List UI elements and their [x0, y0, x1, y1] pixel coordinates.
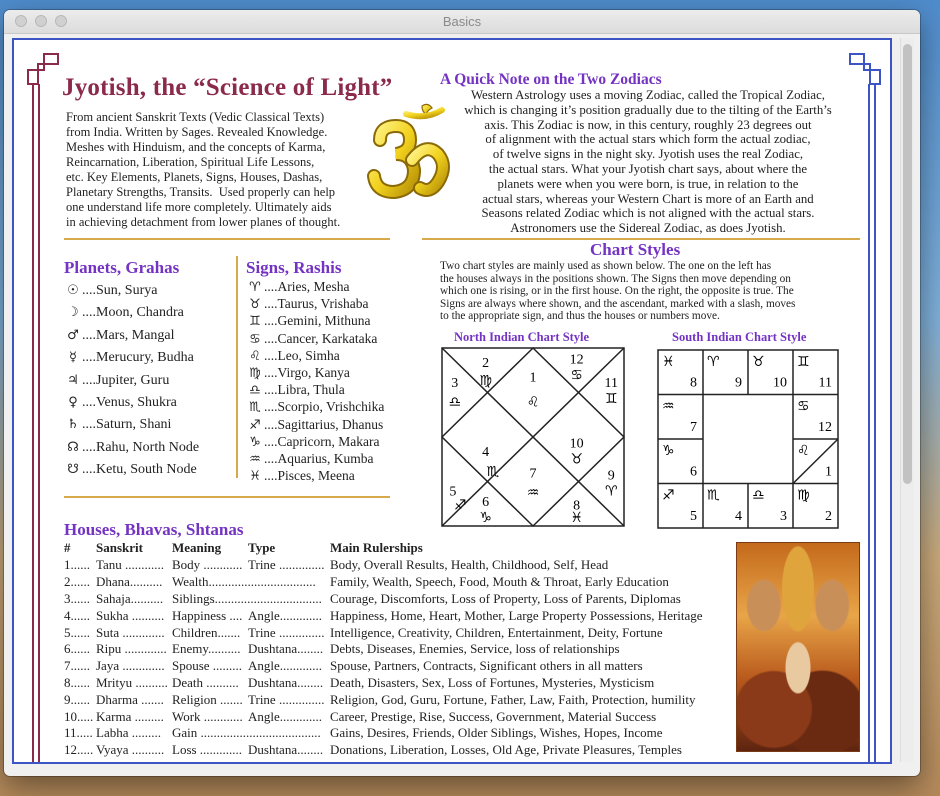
sign-item: [246, 312, 384, 329]
sign-glyph-icon: ♋: [797, 398, 810, 415]
houses-heading: Houses, Bhavas, Shtanas: [64, 520, 244, 539]
planet-item: [64, 347, 199, 369]
sign-label: ....Aquarius, Kumba: [264, 450, 374, 466]
table-row: [64, 691, 750, 708]
table-cell: Body, Overall Results, Health, Childhood, Self, Head: [330, 557, 609, 573]
table-cell: Intelligence, Creativity, Children, Entertainment, Deity, Fortune: [330, 624, 663, 640]
sign-label: ....Pisces, Meena: [264, 468, 355, 484]
intro-line: Planetary Strengths, Transits. Used properly can help: [66, 185, 336, 199]
planet-symbol-icon: ♃: [67, 372, 79, 388]
house-number: 10: [773, 375, 787, 391]
planet-item: [64, 437, 199, 459]
sign-label: ....Virgo, Kanya: [264, 364, 350, 380]
intro-line: Meshes with Hinduism, and the concepts of Karma,: [66, 140, 326, 154]
sign-glyph-icon: ♊: [604, 390, 618, 407]
table-cell: Debts, Diseases, Enemies, Service, loss of relationships: [330, 641, 620, 657]
sign-label: ....Aries, Mesha: [264, 279, 350, 294]
sign-symbol-icon: ♈: [249, 280, 261, 295]
table-cell: 11.....: [64, 725, 93, 741]
table-cell: Mrityu ..........: [96, 674, 168, 690]
sign-label: ....Gemini, Mithuna: [264, 313, 371, 329]
planet-item: [64, 325, 199, 347]
chart-styles-heading: Chart Styles: [590, 240, 681, 259]
intro-line: Reincarnation, Liberation, Spiritual Life Lessons,: [66, 155, 315, 169]
sign-glyph-icon: ♍: [479, 373, 492, 390]
house-number: 7: [529, 466, 537, 482]
sign-label: ....Sagittarius, Dhanus: [264, 416, 384, 432]
house-number: 11: [604, 375, 619, 391]
table-cell: 10.....: [64, 708, 94, 724]
sign-symbol-icon: ♋: [249, 331, 261, 347]
table-cell: Vyaya ..........: [96, 742, 165, 758]
sign-glyph-icon: ♍: [797, 487, 810, 504]
table-cell: Dushtana........: [248, 641, 324, 657]
signs-heading: Signs, Rashis: [246, 258, 342, 277]
planet-symbol-icon: ☋: [67, 462, 79, 478]
sign-symbol-icon: ♒: [249, 451, 261, 467]
house-number: 7: [690, 420, 697, 435]
north-chart-title: North Indian Chart Style: [454, 330, 590, 344]
house-number: 8: [690, 375, 697, 391]
divider: [64, 496, 390, 498]
table-cell: Sahaja..........: [96, 590, 164, 606]
intro-paragraph: [66, 110, 340, 230]
sign-item: [246, 364, 384, 381]
table-row: [64, 557, 750, 574]
table-cell: 5......: [64, 624, 90, 640]
sign-label: ....Capricorn, Makara: [264, 433, 380, 449]
sign-glyph-icon: ♌: [797, 443, 810, 459]
zodiacs-line: which is changing it’s position gradually due to the tilting of the Earth’s: [464, 102, 832, 117]
sign-label: ....Taurus, Vrishaba: [264, 296, 369, 312]
sign-glyph-icon: ♈: [707, 354, 720, 370]
table-cell: Trine ..............: [248, 691, 325, 707]
sign-glyph-icon: ♐: [453, 497, 467, 514]
table-cell: Sukha ..........: [96, 607, 165, 623]
sign-glyph-icon: ♋: [570, 367, 583, 384]
sign-item: [246, 467, 384, 484]
table-cell: Angle.............: [248, 708, 323, 724]
table-cell: 6......: [64, 641, 90, 657]
planets-list: [64, 280, 199, 482]
table-cell: Spouse .........: [172, 658, 243, 674]
sign-item: [246, 381, 384, 398]
table-cell: Dushtana........: [248, 742, 324, 758]
planet-symbol-icon: ♀: [68, 394, 78, 410]
sign-glyph-icon: ♌: [526, 394, 540, 411]
sign-item: [246, 295, 384, 312]
planet-label: ....Merucury, Budha: [82, 350, 194, 366]
sign-glyph-icon: ♊: [797, 354, 810, 370]
table-row: [64, 607, 750, 624]
table-cell: Ripu .............: [96, 641, 167, 657]
signs-list: [246, 278, 384, 484]
zodiacs-line: of twelve signs in the night sky. Jyotish uses the real Zodiac,: [492, 147, 804, 162]
divider: [64, 238, 390, 240]
planet-symbol-icon: ☉: [67, 283, 79, 298]
planet-label: ....Mars, Mangal: [82, 327, 175, 343]
south-chart-title: South Indian Chart Style: [672, 330, 807, 344]
table-cell: Trine ..............: [248, 557, 325, 573]
sign-glyph-icon: ♓: [570, 510, 583, 527]
house-number: 10: [569, 436, 584, 452]
houses-header-row: [64, 539, 750, 557]
zodiacs-line: Seasons related Zodiac which is not aligned with the actual stars.: [481, 206, 815, 221]
house-number: 1: [529, 370, 537, 386]
table-cell: Body ............: [172, 557, 243, 573]
house-number: 2: [825, 509, 832, 524]
house-number: 11: [818, 375, 832, 391]
page-title: Jyotish, the “Science of Light”: [62, 74, 393, 101]
table-row: [64, 675, 750, 692]
table-cell: Courage, Discomforts, Loss of Property, Loss of Parents, Diplomas: [330, 590, 681, 606]
chart-styles-line: to the appropriate sign, and thus the houses or numbers move.: [440, 310, 720, 323]
table-cell: Religion, God, Guru, Fortune, Father, Law, Faith, Protection, humility: [330, 691, 696, 707]
table-row: [64, 641, 750, 658]
sign-label: ....Leo, Simha: [264, 347, 340, 363]
sign-item: [246, 347, 384, 364]
sign-glyph-icon: ♎: [752, 487, 765, 504]
table-cell: Spouse, Partners, Contracts, Significant others in all matters: [330, 658, 643, 674]
house-number: 9: [735, 375, 742, 391]
deity-illustration: [736, 542, 860, 752]
sign-glyph-icon: ♐: [662, 487, 675, 504]
table-cell: Jaya .............: [96, 658, 165, 674]
house-number: 1: [825, 464, 832, 480]
houses-table: [64, 539, 750, 759]
divider: [64, 762, 860, 764]
sign-item: [246, 433, 384, 450]
table-cell: Karma .........: [96, 708, 164, 724]
chart-styles-line: the houses always in the positions shown. The Signs then move depending on: [440, 272, 791, 285]
house-number: 4: [482, 445, 490, 461]
sign-symbol-icon: ♉: [249, 297, 261, 313]
table-row: [64, 742, 750, 759]
house-number: 2: [482, 356, 490, 372]
table-cell: Loss .............: [172, 742, 243, 758]
table-row: [64, 624, 750, 641]
table-cell: Death ..........: [172, 674, 239, 690]
houses-column-header: #: [64, 540, 71, 555]
planet-item: [64, 392, 199, 414]
table-cell: 9......: [64, 691, 90, 707]
table-cell: Gains, Desires, Friends, Older Siblings, Wishes, Hopes, Income: [330, 725, 663, 741]
table-cell: 1......: [64, 557, 90, 573]
planet-symbol-icon: ♂: [67, 327, 79, 343]
planet-symbol-icon: ☿: [69, 350, 77, 366]
sign-glyph-icon: ♓: [662, 354, 675, 370]
chart-styles-line: which one is rising, or in the first house. On the right, the opposite is true. The: [440, 285, 794, 298]
table-cell: Tanu ............: [96, 557, 165, 573]
planet-item: [64, 302, 199, 324]
table-cell: Dharma .......: [96, 691, 164, 707]
table-cell: Gain .....................................: [172, 725, 321, 741]
house-number: 9: [607, 468, 615, 484]
planet-label: ....Ketu, South Node: [82, 462, 197, 478]
table-row: [64, 574, 750, 591]
table-cell: Angle.............: [248, 607, 323, 623]
zodiacs-line: actual stars, whereas your Western Chart is more of an Earth and: [482, 191, 814, 206]
planet-label: ....Venus, Shukra: [82, 394, 177, 410]
planet-symbol-icon: ☽: [67, 305, 79, 321]
table-cell: Trine ..............: [248, 624, 325, 640]
house-number: 8: [573, 498, 581, 514]
table-cell: Children.......: [172, 624, 241, 640]
sign-symbol-icon: ♑: [249, 434, 261, 450]
table-cell: Happiness ....: [172, 607, 243, 623]
sign-symbol-icon: ♎: [249, 383, 261, 399]
planet-symbol-icon: ♄: [67, 417, 79, 433]
window-title: Basics: [442, 14, 482, 29]
table-cell: Siblings.................................: [172, 590, 322, 606]
planet-item: [64, 280, 199, 302]
planet-label: ....Saturn, Shani: [82, 417, 172, 433]
table-cell: Happiness, Home, Heart, Mother, Large Property Possessions, Heritage: [330, 607, 703, 623]
table-cell: 7......: [64, 658, 90, 674]
zodiacs-line: the actual stars. What your Jyotish chart says, about where the: [488, 161, 808, 176]
table-cell: Career, Prestige, Rise, Success, Government, Material Success: [330, 708, 657, 724]
sign-symbol-icon: ♓: [249, 469, 261, 485]
sign-glyph-icon: ♑: [662, 443, 675, 459]
house-number: 6: [690, 464, 697, 480]
table-row: [64, 725, 750, 742]
houses-column-header: Main Rulerships: [330, 540, 423, 555]
intro-line: in achieving detachment from lower planes of thought.: [66, 215, 341, 229]
table-cell: Enemy..........: [172, 641, 241, 657]
sign-symbol-icon: ♐: [249, 417, 261, 433]
table-cell: Suta .............: [96, 624, 165, 640]
house-number: 5: [449, 484, 457, 500]
table-cell: 3......: [64, 590, 90, 606]
sign-symbol-icon: ♏: [249, 400, 261, 416]
table-cell: Dhana..........: [96, 574, 163, 590]
sign-symbol-icon: ♌: [249, 348, 261, 364]
intro-line: From ancient Sanskrit Texts (Vedic Classical Texts): [66, 110, 325, 124]
house-number: 12: [569, 352, 584, 368]
zodiacs-line: planets were when you were born, is true, in relation to the: [497, 176, 799, 191]
planet-label: ....Moon, Chandra: [82, 305, 184, 321]
planet-item: [64, 414, 199, 436]
houses-column-header: Meaning: [172, 540, 222, 555]
planet-label: ....Jupiter, Guru: [82, 372, 170, 388]
zodiacs-paragraph: [432, 88, 864, 236]
table-cell: Work ............: [172, 708, 243, 724]
house-number: 5: [690, 509, 697, 524]
table-cell: 12.....: [64, 742, 94, 758]
sign-symbol-icon: ♊: [249, 314, 261, 330]
sign-item: [246, 416, 384, 433]
houses-column-header: Sanskrit: [96, 540, 143, 555]
sign-item: [246, 278, 384, 295]
house-number: 3: [451, 375, 459, 391]
chart-styles-paragraph: [440, 260, 795, 323]
title-bar[interactable]: [4, 10, 920, 34]
table-row: [64, 591, 750, 608]
sign-glyph-icon: ♒: [662, 398, 675, 415]
sign-glyph-icon: ♉: [570, 451, 583, 468]
sign-glyph-icon: ♑: [479, 510, 492, 527]
table-cell: 2......: [64, 574, 90, 590]
sign-label: ....Cancer, Karkataka: [264, 330, 378, 346]
sign-label: ....Scorpio, Vrishchika: [264, 399, 385, 415]
houses-column-header: Type: [248, 540, 276, 555]
planet-label: ....Rahu, North Node: [82, 439, 200, 455]
house-number: 4: [735, 509, 742, 524]
sign-glyph-icon: ♈: [604, 483, 618, 500]
sign-item: [246, 330, 384, 347]
chart-styles-line: Two chart styles are mainly used as shown below. The one on the left has: [440, 260, 772, 272]
sign-glyph-icon: ♏: [707, 487, 720, 504]
table-row: [64, 658, 750, 675]
table-cell: Dushtana........: [248, 674, 324, 690]
sign-glyph-icon: ♏: [486, 463, 500, 480]
sign-label: ....Libra, Thula: [264, 382, 345, 398]
north-indian-chart: [440, 346, 626, 528]
sign-glyph-icon: ♉: [752, 354, 765, 370]
chart-styles-line: Signs are always where shown, and the ascendant, marked with a slash, moves: [440, 297, 796, 310]
sign-glyph-icon: ♎: [448, 394, 462, 411]
table-cell: Death, Disasters, Sex, Loss of Fortunes, Mysteries, Mysticism: [330, 674, 655, 690]
zodiacs-line: axis. This Zodiac is now, in this century, roughly 23 degrees out: [484, 117, 812, 132]
scrollbar-thumb[interactable]: [903, 44, 912, 484]
zodiacs-heading: A Quick Note on the Two Zodiacs: [440, 71, 662, 88]
sign-symbol-icon: ♍: [249, 365, 261, 381]
south-indian-chart: [656, 348, 840, 530]
sign-glyph-icon: ♒: [526, 485, 540, 502]
vertical-scrollbar[interactable]: [900, 38, 914, 762]
zodiacs-line: Astronomers use the Sidereal Zodiac, as does Jyotish.: [510, 221, 786, 236]
house-number: 3: [780, 509, 787, 524]
planet-item: [64, 370, 199, 392]
house-number: 12: [818, 420, 832, 435]
table-cell: Family, Wealth, Speech, Food, Mouth & Throat, Early Education: [330, 574, 669, 590]
planet-label: ....Sun, Surya: [82, 283, 158, 298]
document-page: [12, 38, 892, 764]
table-cell: 4......: [64, 607, 90, 623]
sign-item: [246, 450, 384, 467]
table-cell: Wealth.................................: [172, 574, 316, 590]
intro-line: one understand life more completely. Ultimately aids: [66, 200, 332, 214]
intro-line: from India. Written by Sages. Revealed Knowledge.: [66, 125, 328, 139]
table-cell: Angle.............: [248, 658, 323, 674]
sign-item: [246, 398, 384, 415]
table-cell: 8......: [64, 674, 90, 690]
house-number: 6: [482, 495, 490, 511]
table-cell: Donations, Liberation, Losses, Old Age, Private Pleasures, Temples: [330, 742, 682, 758]
divider: [236, 256, 238, 478]
planet-item: [64, 459, 199, 481]
table-row: [64, 708, 750, 725]
planets-heading: Planets, Grahas: [64, 258, 180, 277]
app-window: [4, 10, 920, 776]
table-cell: Religion .......: [172, 691, 243, 707]
zodiacs-line: of alignment with the actual stars which form the actual zodiac,: [485, 132, 811, 147]
intro-line: etc. Key Elements, Planets, Signs, Houses, Dashas,: [66, 170, 323, 184]
planet-symbol-icon: ☊: [67, 439, 79, 455]
table-cell: Labha .........: [96, 725, 161, 741]
zodiacs-line: Western Astrology uses a moving Zodiac, called the Tropical Zodiac,: [470, 88, 825, 102]
